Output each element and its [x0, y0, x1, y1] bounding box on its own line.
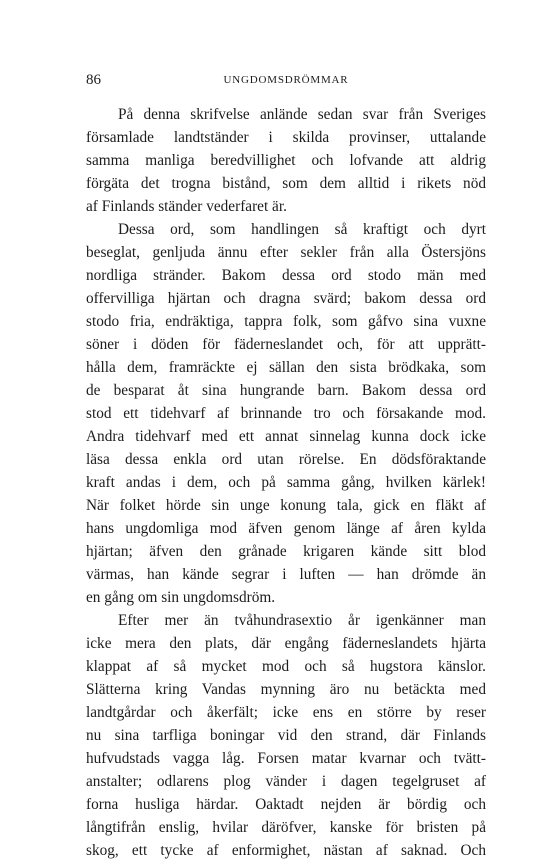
text-line: Slätterna kring Vandas mynning äro nu betäckta med	[86, 681, 486, 698]
text-line: hålla dem, framräckte ej sällan den sista brödkaka, som	[86, 359, 486, 376]
running-head: UNGDOMSDRÖMMAR	[223, 74, 349, 86]
text-line: nordliga stränder. Bakom dessa ord stodo män med	[86, 267, 486, 284]
text-line: icke mera den plats, där engång fäderneslandets hjärta	[86, 635, 486, 652]
text-line: stodo fria, endräktiga, tappra folk, som gåfvo sina vuxne	[86, 313, 486, 330]
text-line: anstalter; odlarens plog vänder i dagen tegelgruset af	[86, 773, 486, 790]
text-line: kraft andas i dem, och på samma gång, hvilken kärlek!	[86, 474, 486, 491]
text-line: Efter mer än tvåhundrasextio år igenkänner man	[118, 612, 486, 629]
text-line: offervilliga hjärtan och dragna svärd; bakom dessa ord	[86, 290, 486, 307]
text-line: en gång om sin ungdomsdröm.	[86, 589, 276, 606]
text-line: klappat af så mycket mod och så hugstora känslor.	[86, 658, 486, 675]
text-line: hans ungdomliga mod äfven genom länge af åren kylda	[86, 520, 486, 537]
page-number: 86	[86, 72, 101, 88]
text-line: läsa dessa enkla ord utan rörelse. En dödsföraktande	[86, 451, 486, 468]
text-line: forna husliga härdar. Oaktadt nejden är bördig och	[86, 796, 486, 813]
text-line: värmas, han kände segrar i luften — han drömde än	[86, 566, 486, 583]
text-line: hjärtan; äfven den grånade krigaren kände sitt blod	[86, 543, 486, 560]
text-line: Dessa ord, som handlingen så kraftigt och dyrt	[118, 221, 486, 238]
text-line: På denna skrifvelse anlände sedan svar från Sveriges	[118, 106, 486, 123]
text-line: Andra tidehvarf med ett annat sinnelag kunna dock icke	[86, 428, 486, 445]
text-line: nu sina tarfliga boningar vid den strand, där Finlands	[86, 727, 486, 744]
text-line: landtgårdar och åkerfält; icke ens en större by reser	[86, 704, 486, 721]
text-line: stod ett tidehvarf af brinnande tro och försakande mod.	[86, 405, 486, 422]
text-line: församlade landtständer i skilda provinser, uttalande	[86, 129, 486, 146]
text-line: söner i döden för fäderneslandet och, för att upprätt-	[86, 336, 486, 353]
text-line: hufvudstads vagga låg. Forsen matar kvarnar och tvätt-	[86, 750, 486, 767]
text-line: af Finlands ständer vederfaret är.	[86, 198, 287, 215]
text-line: När folket hörde sin unge konung tala, gick en fläkt af	[86, 497, 486, 514]
text-line: de besparat åt sina hungrande barn. Bakom dessa ord	[86, 382, 486, 399]
text-line: beseglat, genljuda ännu efter sekler från alla Östersjöns	[86, 244, 486, 261]
text-line: samma manliga beredvillighet och lofvande att aldrig	[86, 152, 486, 169]
text-line: förgäta det trogna bistånd, som dem alltid i rikets nöd	[86, 175, 486, 192]
page-header	[86, 72, 486, 92]
text-line: långtifrån enslig, hvilar däröfver, kanske för bristen på	[86, 819, 486, 836]
text-line: skog, ett tycke af enformighet, nästan af saknad. Och	[86, 842, 486, 859]
